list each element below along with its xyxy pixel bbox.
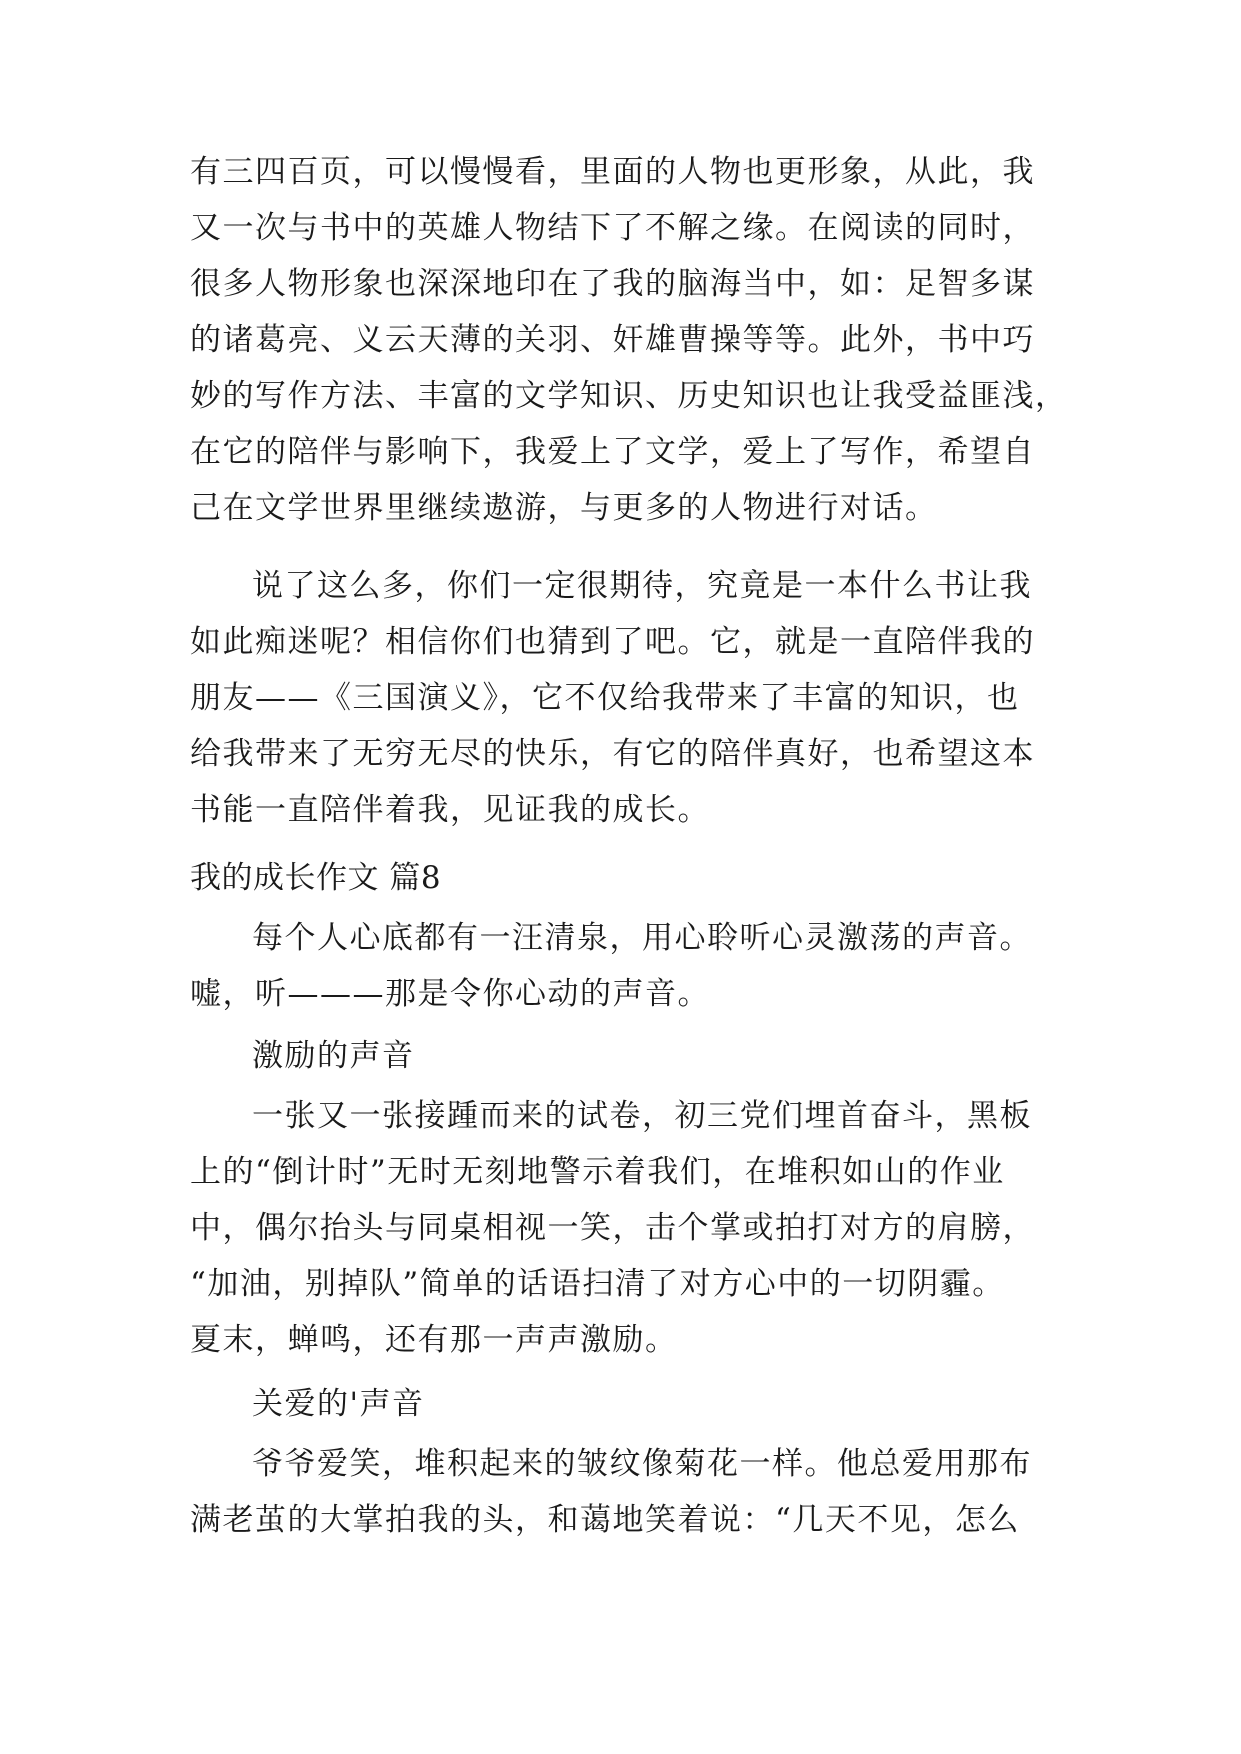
text-line: 有三四百页，可以慢慢看，里面的人物也更形象，从此，我 xyxy=(190,154,1035,190)
subheading: 关爱的'声音 xyxy=(252,1386,425,1422)
text-line: 的诸葛亮、义云天薄的关羽、奸雄曹操等等。此外，书中巧 xyxy=(190,322,1035,358)
section-heading: 我的成长作文 篇8 xyxy=(190,860,442,896)
text-line: “加油，别掉队”简单的话语扫清了对方心中的一切阴霾。 xyxy=(190,1266,1005,1302)
text-line: 夏末，蝉鸣，还有那一声声激励。 xyxy=(190,1322,678,1358)
text-line: 上的“倒计时”无时无刻地警示着我们，在堆积如山的作业 xyxy=(190,1154,1005,1190)
subheading: 激励的声音 xyxy=(252,1038,415,1074)
text-line: 书能一直陪伴着我，见证我的成长。 xyxy=(190,792,710,828)
text-line: 很多人物形象也深深地印在了我的脑海当中，如：足智多谋 xyxy=(190,266,1035,302)
paragraph-first-line: 爷爷爱笑，堆积起来的皱纹像菊花一样。他总爱用那布 xyxy=(252,1446,1032,1482)
text-line: 满老茧的大掌拍我的头，和蔼地笑着说：“几天不见，怎么 xyxy=(190,1502,1020,1538)
text-line: 中，偶尔抬头与同桌相视一笑，击个掌或拍打对方的肩膀， xyxy=(190,1210,1035,1246)
paragraph-first-line: 一张又一张接踵而来的试卷，初三党们埋首奋斗，黑板 xyxy=(252,1098,1032,1134)
text-line: 在它的陪伴与影响下，我爱上了文学，爱上了写作，希望自 xyxy=(190,434,1035,470)
text-line: 给我带来了无穷无尽的快乐，有它的陪伴真好，也希望这本 xyxy=(190,736,1035,772)
text-line: 又一次与书中的英雄人物结下了不解之缘。在阅读的同时， xyxy=(190,210,1035,246)
text-line: 妙的写作方法、丰富的文学知识、历史知识也让我受益匪浅， xyxy=(190,378,1068,414)
text-line: 如此痴迷呢？相信你们也猜到了吧。它，就是一直陪伴我的 xyxy=(190,624,1035,660)
text-line: 嘘，听———那是令你心动的声音。 xyxy=(190,976,710,1012)
paragraph-first-line: 每个人心底都有一汪清泉，用心聆听心灵激荡的声音。 xyxy=(252,920,1032,956)
text-line: 朋友——《三国演义》，它不仅给我带来了丰富的知识，也 xyxy=(190,680,1020,716)
text-line: 己在文学世界里继续遨游，与更多的人物进行对话。 xyxy=(190,490,938,526)
paragraph-first-line: 说了这么多，你们一定很期待，究竟是一本什么书让我 xyxy=(252,568,1032,604)
